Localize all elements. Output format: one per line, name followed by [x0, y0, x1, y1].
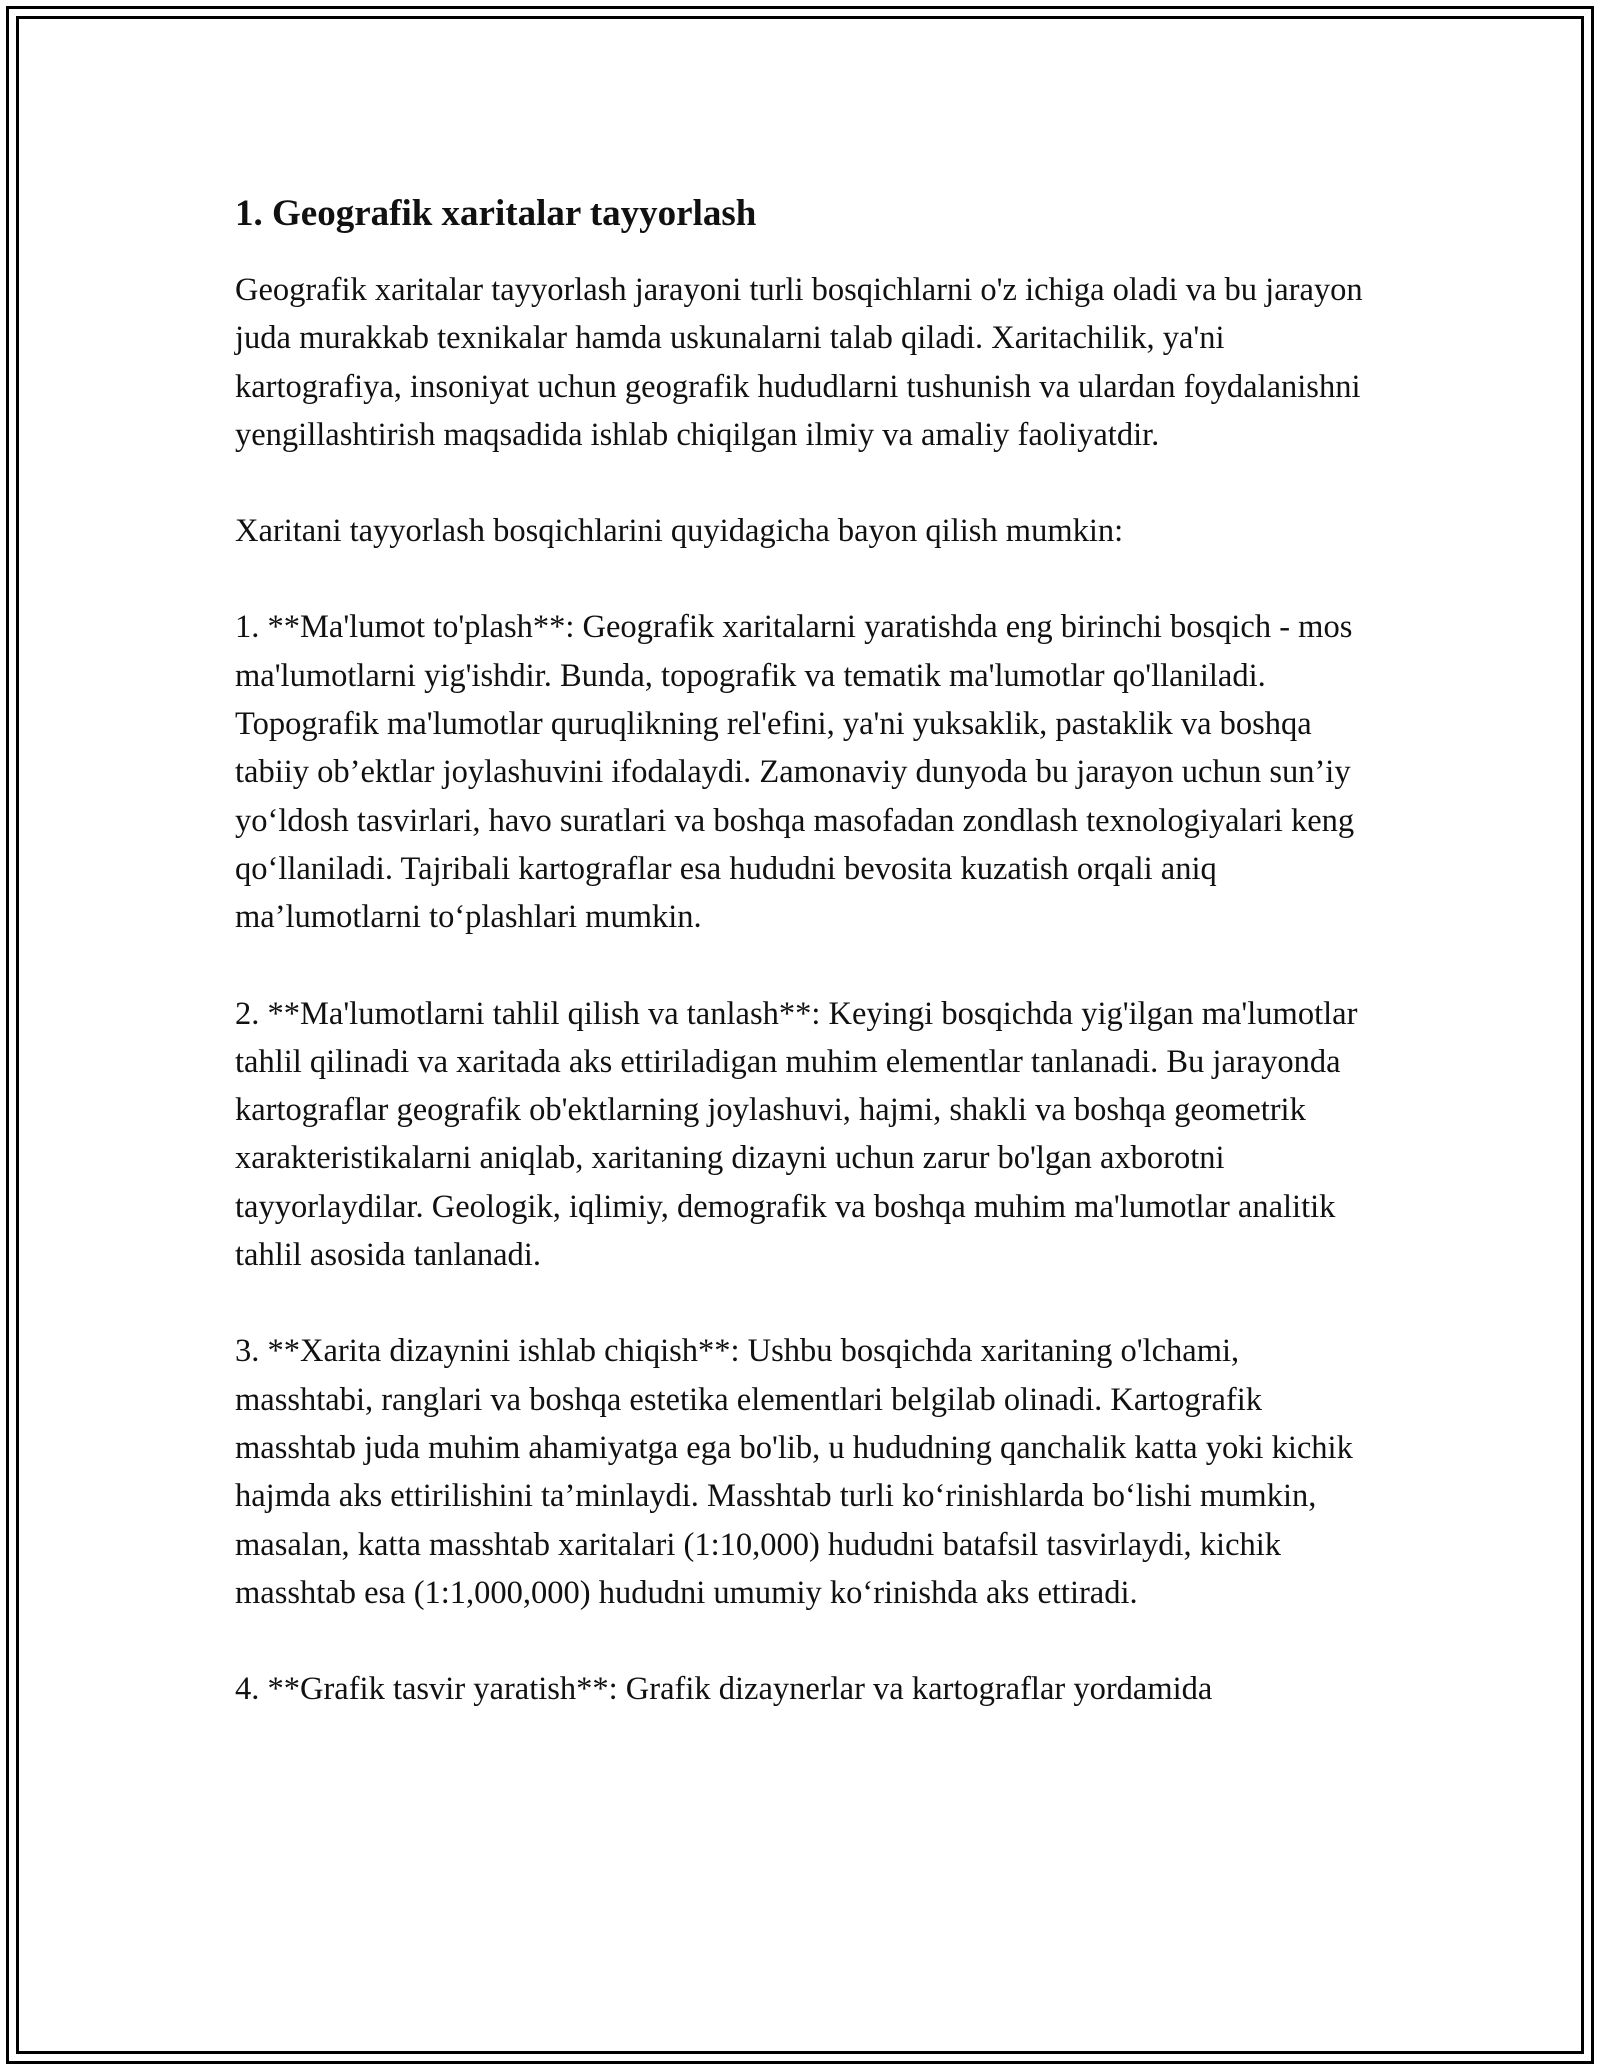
paragraph-stages-lead: Xaritani tayyorlash bosqichlarini quyidagicha bayon qilish mumkin:	[235, 513, 1124, 550]
document-body	[235, 188, 1375, 1761]
paragraph-intro: Geografik xaritalar tayyorlash jarayoni turli bosqichlarni o'z ichiga oladi va bu jarayon juda murakkab texnikalar hamda uskunalarni talab qiladi. Xaritachilik, ya'ni kartografiya, insoniyat uchun geografik hududlarni tushunish va ulardan foydalanishni yengillashtirish maqsadida ishlab chiqilgan ilmiy va amaliy faoliyatdir.	[235, 272, 1363, 453]
paragraph-step-3: 3. **Xarita dizaynini ishlab chiqish**: Ushbu bosqichda xaritaning o'lchami, masshtabi, ranglari va boshqa estetika elementlari belgilab olinadi. Kartografik masshtab juda muhim ahamiyatga ega bo'lib, u hududning qanchalik katta yoki kichik hajmda aks ettirilishini ta’minlaydi. Masshtab turli ko‘rinishlarda bo‘lishi mumkin, masalan, katta masshtab xaritalari (1:10,000) hududni batafsil tasvirlaydi, kichik masshtab esa (1:1,000,000) hududni umumiy ko‘rinishda aks ettiradi.	[235, 1333, 1353, 1611]
document-title: 1. Geografik xaritalar tayyorlash	[235, 193, 757, 234]
paragraph-step-1: 1. **Ma'lumot to'plash**: Geografik xaritalarni yaratishda eng birinchi bosqich - mos ma'lumotlarni yig'ishdir. Bunda, topografik va tematik ma'lumotlar qo'llaniladi. Topografik ma'lumotlar quruqlikning rel'efini, ya'ni yuksaklik, pastaklik va boshqa tabiiy ob’ektlar joylashuvini ifodalaydi. Zamonaviy dunyoda bu jarayon uchun sun’iy yo‘ldosh tasvirlari, havo suratlari va boshqa masofadan zondlash texnologiyalari keng qo‘llaniladi. Tajribali kartograflar esa hududni bevosita kuzatish orqali aniq ma’lumotlarni to‘plashlari mumkin.	[235, 609, 1355, 936]
paragraph-step-4: 4. **Grafik tasvir yaratish**: Grafik dizaynerlar va kartograflar yordamida	[235, 1671, 1213, 1708]
paragraph-step-2: 2. **Ma'lumotlarni tahlil qilish va tanlash**: Keyingi bosqichda yig'ilgan ma'lumotlar tahlil qilinadi va xaritada aks ettiriladigan muhim elementlar tanlanadi. Bu jarayonda kartograflar geografik ob'ektlarning joylashuvi, hajmi, shakli va boshqa geometrik xarakteristikalarni aniqlab, xaritaning dizayni uchun zarur bo'lgan axborotni tayyorlaydilar. Geologik, iqlimiy, demografik va boshqa muhim ma'lumotlar analitik tahlil asosida tanlanadi.	[235, 995, 1358, 1274]
